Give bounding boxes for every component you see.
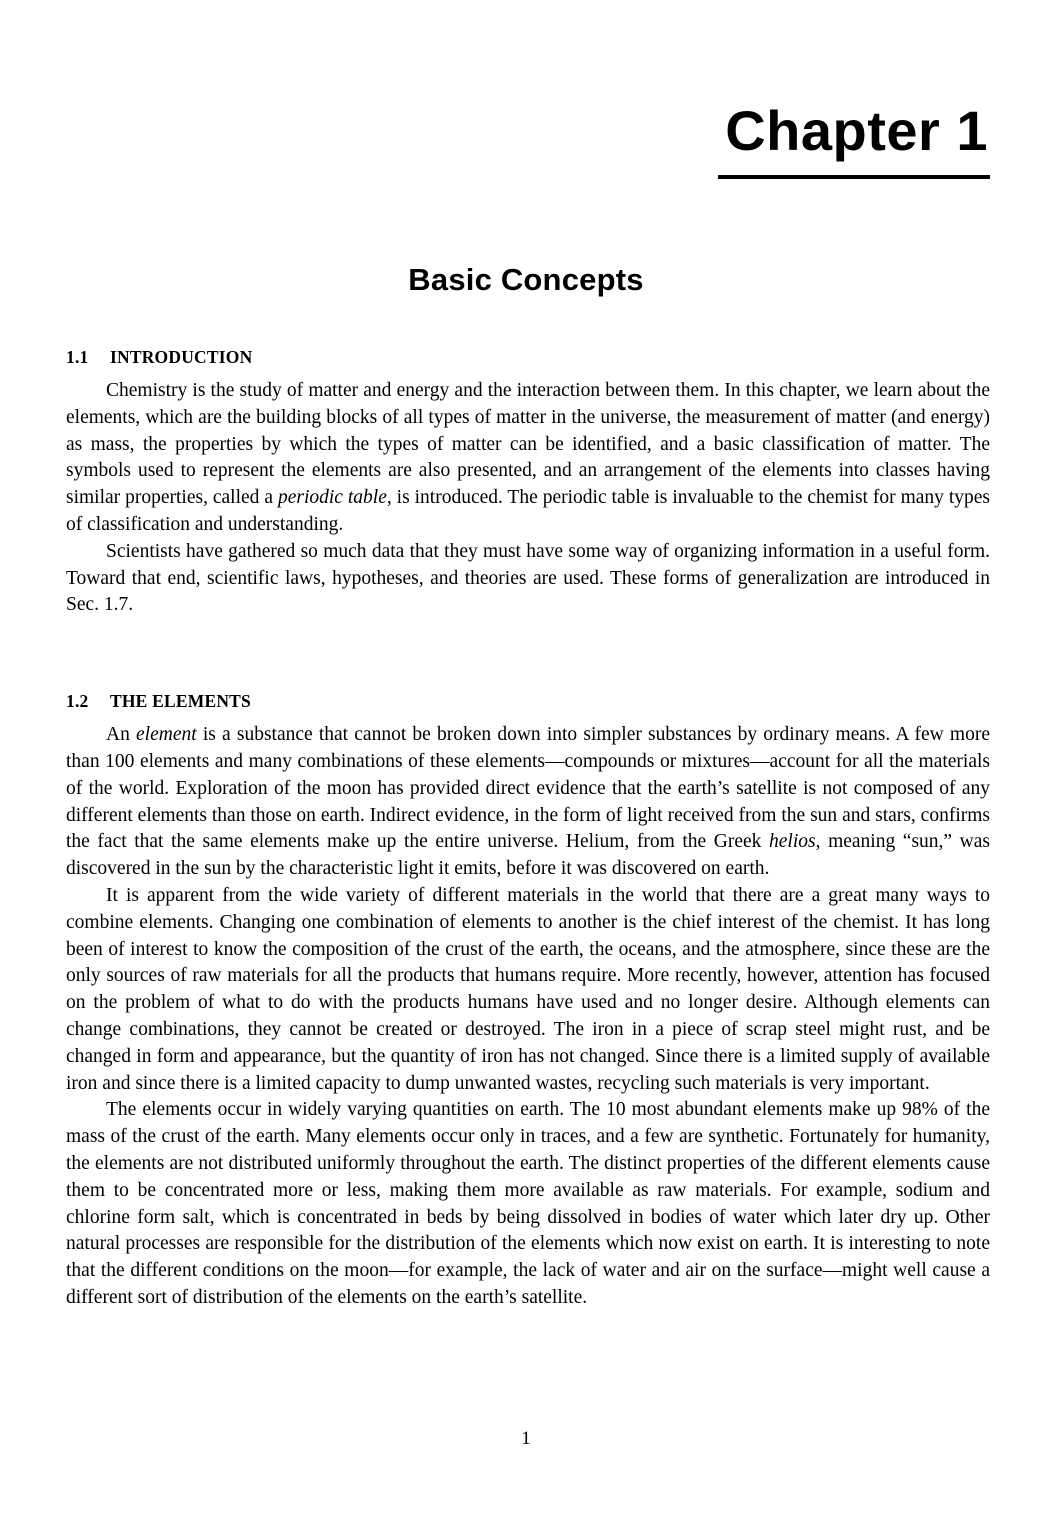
section-heading (66, 347, 990, 368)
paragraph (66, 539, 990, 619)
text-run: The elements occur in widely varying quantities on earth. The 10 most abundant elements make up 98% of the mass of the crust of the earth. Many elements occur only in traces, and a few are synthetic. Fortunately for humanity, the elements are not distributed uniformly throughout the earth. The distinct properties of the different elements cause them to be concentrated more or less, making them more available as raw materials. For example, sodium and chlorine form salt, which is concentrated in beds by being dissolved in bodies of water which later dry up. Other natural processes are responsible for the distribution of the elements which now exist on earth. It is interesting to note that the different conditions on the moon—for example, the lack of water and air on the surface—might well cause a different sort of distribution of the elements on the earth’s satellite. (66, 1099, 990, 1308)
section-title: THE ELEMENTS (110, 691, 251, 712)
body-content (66, 347, 990, 1312)
page-number: 1 (521, 1428, 531, 1449)
paragraph (66, 722, 990, 883)
chapter-label: Chapter 1 (725, 99, 988, 162)
text-run: , meaning “sun,” was discovered in the sun by the characteristic light it emits, before it was discovered on earth. (66, 831, 990, 880)
section-heading (66, 691, 990, 712)
text-run: An (106, 724, 137, 746)
section (66, 691, 990, 1312)
text-run: It is apparent from the wide variety of different materials in the world that there are a great many ways to combine elements. Changing one combination of elements to another is the chief interest of the chemist. It has long been of interest to know the composition of the crust of the earth, the oceans, and the atmosphere, since these are the only sources of raw materials for all the products that humans require. More recently, however, attention has focused on the problem of what to do with the products humans have used and no longer desire. Although elements can change combinations, they cannot be created or destroyed. The iron in a piece of scrap steel might rust, and be changed in form and appearance, but the quantity of iron has not changed. Since there is a limited supply of available iron and since there is a limited capacity to dump unwanted wastes, recycling such materials is very important. (66, 884, 990, 1094)
sections-container (66, 347, 990, 1312)
text-run: , is introduced. The periodic table is invaluable to the chemist for many types of classification and understanding. (66, 487, 991, 535)
paragraph (66, 378, 990, 539)
chapter-heading-block (66, 99, 990, 179)
emphasis-text: element (136, 724, 197, 746)
section (66, 347, 990, 619)
emphasis-text: periodic table (277, 487, 387, 509)
emphasis-text: helios (769, 831, 816, 853)
section-number: 1.1 (66, 347, 89, 367)
paragraph (66, 883, 990, 1097)
paragraph (66, 1097, 990, 1311)
page-title: Basic Concepts (408, 262, 644, 297)
text-run: Scientists have gathered so much data that they must have some way of organizing information in a useful form. Toward that end, scientific laws, hypotheses, and theories are used. These forms of generalization are introduced in Sec. 1.7. (66, 540, 990, 616)
text-run: Chemistry is the study of matter and energy and the interaction between them. In this chapter, we learn about the elements, which are the building blocks of all types of matter in the universe, the measurement of matter (and energy) as mass, the properties by which the types of matter can be identified, and a basic classification of matter. The symbols used to represent the elements are also presented, and an arrangement of the elements into classes having similar properties, called a (66, 380, 990, 509)
text-run: is a substance that cannot be broken down into simpler substances by ordinary means. A few more than 100 elements and many combinations of these elements—compounds or mixtures—account for all the materials of the world. Exploration of the moon has provided direct evidence that the earth’s satellite is not composed of any different elements than those on earth. Indirect evidence, in the form of light received from the sun and stars, confirms the fact that the same elements make up the entire universe. Helium, from the Greek (66, 724, 990, 853)
section-title: INTRODUCTION (110, 347, 253, 367)
section-number: 1.2 (66, 691, 89, 712)
chapter-rule (718, 175, 990, 179)
